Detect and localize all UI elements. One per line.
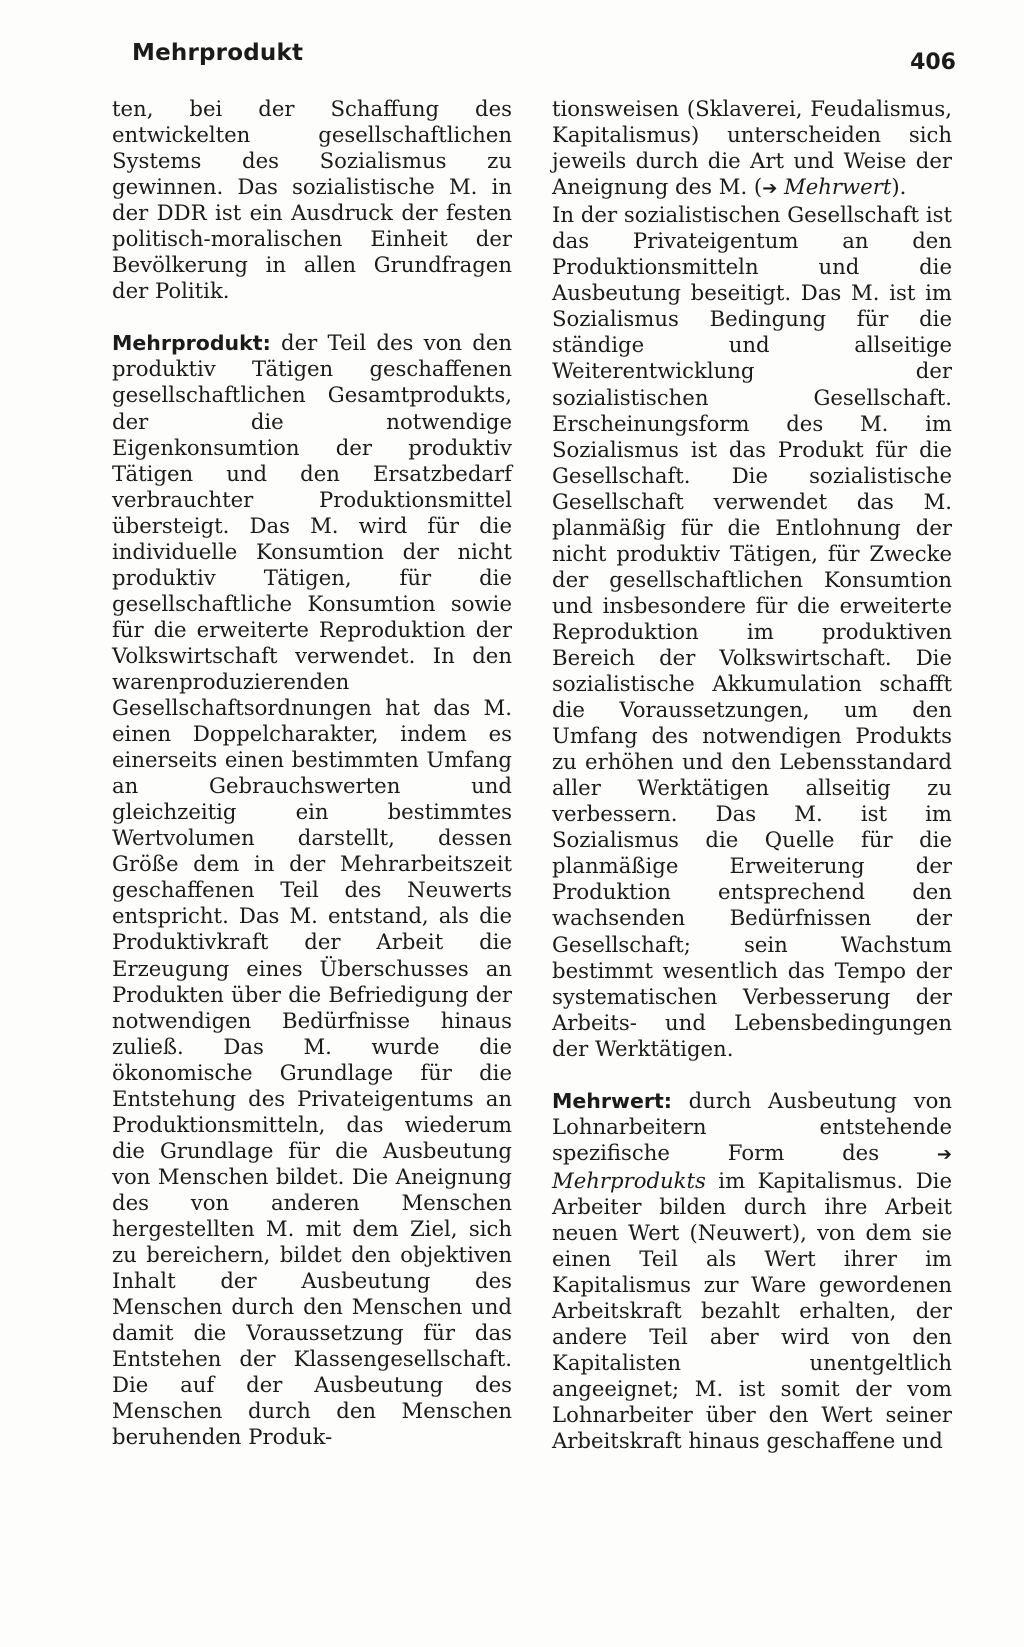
arrow-icon: ➔ [762, 178, 778, 200]
paragraph-sozialismus: In der sozialistischen Gesellschaft ist das Privateigentum an den Produktionsmitteln und die Ausbeutung beseitigt. Das M. ist im Sozialismus Bedingung für die ständige und allseitige Weiterentwicklung der sozialistischen Gesellschaft. Erscheinungsform des M. im Sozialismus ist das Produkt für die Gesellschaft. Die sozialistische Gesellschaft verwendet das M. planmäßig für die Entlohnung der nicht produktiv Tätigen, für Zwecke der gesellschaftlichen Konsumtion und insbesondere für die erweiterte Reproduktion im produktiven Bereich der Volkswirtschaft. Die sozialistische Akkumulation schafft die Voraussetzungen, um den Umfang des notwendigen Produkts zu erhöhen und den Lebensstandard aller Werktätigen allseitig zu verbessern. Das M. ist im Sozialismus die Quelle für die planmäßige Erweiterung der Produktion entsprechend den wachsenden Bedürfnissen der Gesellschaft; sein Wachstum bestimmt wesentlich das Tempo der systematischen Verbesserung der Arbeits- und Lebensbedingungen der Werktätigen. [552, 202, 952, 1061]
cross-reference-mehrwert-label: Mehrwert [777, 174, 892, 200]
continuation-paragraph-right [552, 96, 952, 202]
lemma-mehrprodukt: Mehrprodukt: [112, 331, 271, 356]
entry-mehrwert [552, 1088, 952, 1455]
lemma-mehrwert: Mehrwert: [552, 1088, 672, 1113]
entry-mehrwert-text-after: im Kapitalismus. Die Arbeiter bilden durch ihre Arbeit neuen Wert (Neuwert), von dem sie einen Teil als Wert ihrer im Kapitalismus zur Ware gewordenen Arbeitskraft bezahlt erhalten, der andere Teil aber wird von den Kapitalisten unentgeltlich angeeignet; M. ist somit der vom Lohnarbeiter über den Wert seiner Arbeitskraft hinaus geschaffene und [552, 1167, 952, 1454]
para1-text-before: tionsweisen (Sklaverei, Feudalismus, Kapitalismus) unterscheiden sich jeweils durch die Art und Weise der Aneignung des M. ( [552, 96, 952, 200]
right-column [552, 96, 952, 1454]
continuation-paragraph: ten, bei der Schaffung des entwickelten gesellschaftlichen Systems des Sozialismus zu gewinnen. Das sozialistische M. in der DDR ist ein Ausdruck der festen politisch-moralischen Einheit der Bevölkerung in allen Grundfragen der Politik. [112, 96, 512, 304]
entry-mehrwert-text-before: durch Ausbeutung von Lohnarbeitern entstehende spezifische Form des [552, 1087, 952, 1165]
arrow-icon: ➔ [936, 1143, 952, 1165]
running-head: Mehrprodukt [132, 40, 304, 66]
page-number: 406 [910, 50, 956, 75]
cross-reference-mehrwert[interactable] [762, 174, 891, 199]
para1-text-after: ). [891, 174, 907, 200]
left-column [112, 96, 512, 1450]
entry-mehrprodukt [112, 330, 512, 1450]
cross-reference-mehrprodukts-label: Mehrprodukts [552, 1167, 706, 1193]
entry-mehrprodukt-text: der Teil des von den produktiv Tätigen geschaffenen gesellschaftlichen Gesamtprodukts, der die notwendige Eigenkonsumtion der produktiv Tätigen und den Ersatzbedarf verbrauchter Produktionsmittel übersteigt. Das M. wird für die individuelle Konsumtion der nicht produktiv Tätigen, für die gesellschaftliche Konsumtion sowie für die erweiterte Reproduktion der Volkswirtschaft verwendet. In den warenproduzierenden Gesellschaftsordnungen hat das M. einen Doppelcharakter, indem es einerseits einen bestimmten Umfang an Gebrauchswerten und gleichzeitig ein bestimmtes Wertvolumen darstellt, dessen Größe dem in der Mehrarbeitszeit geschaffenen Teil des Neuwerts entspricht. Das M. entstand, als die Produktivkraft der Arbeit die Erzeugung eines Überschusses an Produkten über die Befriedigung der notwendigen Bedürfnisse hinaus zuließ. Das M. wurde die ökonomische Grundlage für die Entstehung des Privateigentums an Produktionsmitteln, das wiederum die Grundlage für die Ausbeutung von Menschen bildet. Die Aneignung des von anderen Menschen hergestellten M. mit dem Ziel, sich zu bereichern, bildet den objektiven Inhalt der Ausbeutung des Menschen durch den Menschen und damit die Voraussetzung für das Entstehen der Klassengesellschaft. Die auf der Ausbeutung des Menschen durch den Menschen beruhenden Produk- [112, 330, 512, 1450]
